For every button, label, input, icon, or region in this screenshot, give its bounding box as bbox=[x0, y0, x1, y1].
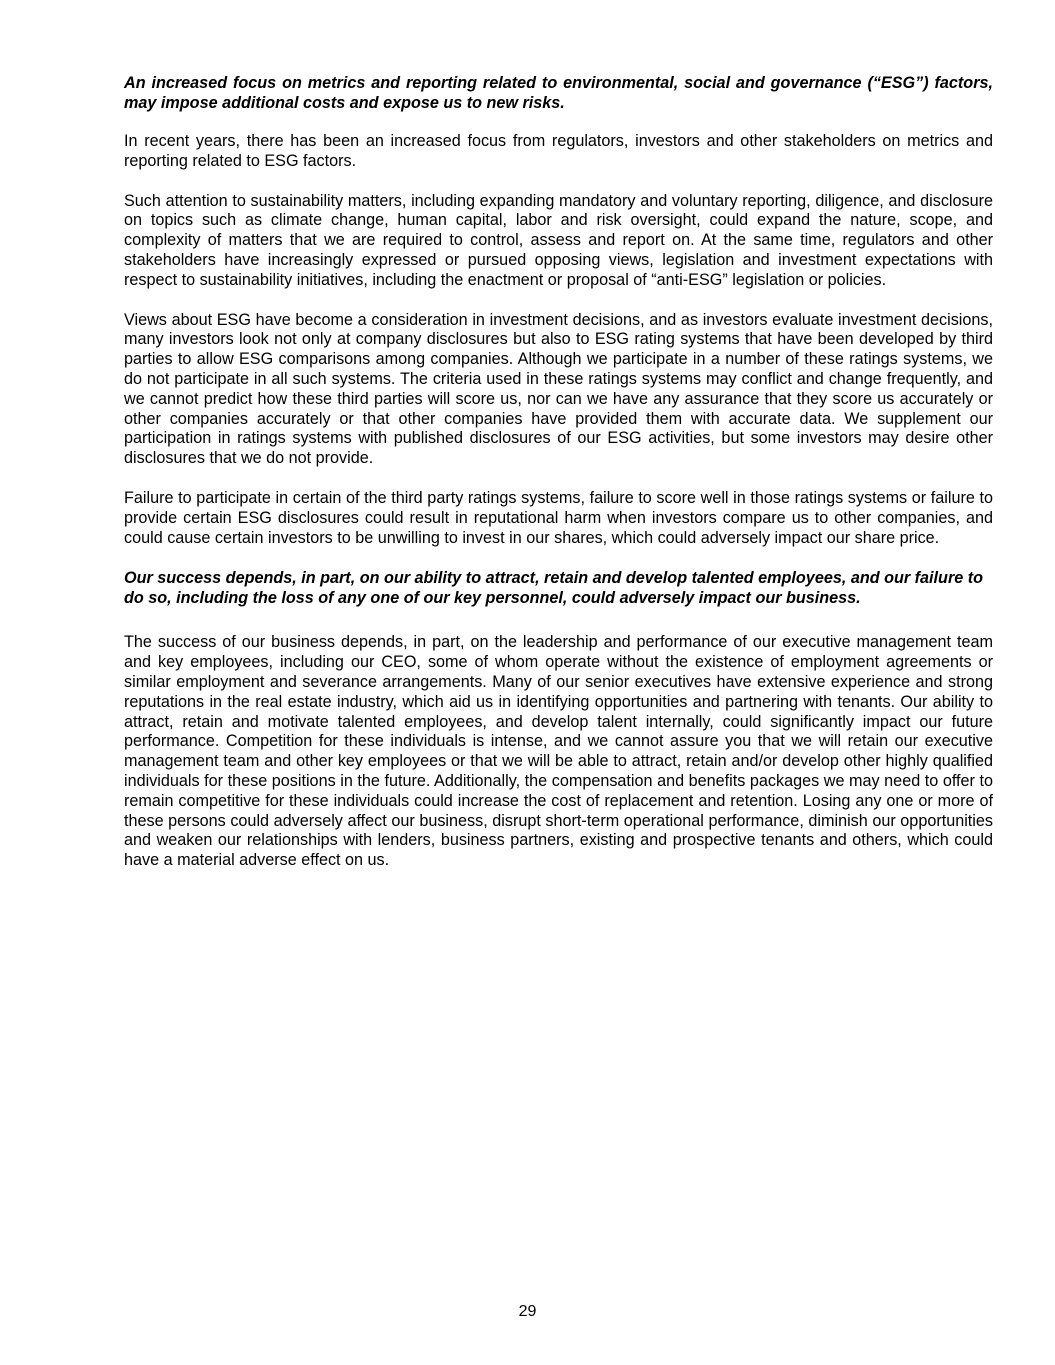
page-number: 29 bbox=[518, 1303, 537, 1320]
risk-factor-heading-talent: Our success depends, in part, on our ability to attract, retain and develop talented employees, and our failure to do so, including the loss of any one of our key personnel, could adversely impact our business. bbox=[124, 569, 984, 608]
talent-paragraph-1: The success of our business depends, in part, on the leadership and performance of our executive management team and key employees, including our CEO, some of whom operate without the existence of employment agreements or similar employment and severance arrangements. Many of our senior executives have extensive experience and strong reputations in the real estate industry, which aid us in identifying opportunities and partnering with tenants. Our ability to attract, retain and motivate talented employees, and develop talent internally, could significantly impact our future performance. Competition for these individuals is intense, and we cannot assure you that we will retain our executive management team and other key employees or that we will be able to attract, retain and/or develop other highly qualified individuals for these positions in the future. Additionally, the compensation and benefits packages we may need to offer to remain competitive for these individuals could increase the cost of replacement and retention. Losing any one or more of these persons could adversely affect our business, disrupt short-term operational performance, diminish our opportunities and weaken our relationships with lenders, business partners, existing and prospective tenants and others, which could have a material adverse effect on us. bbox=[124, 633, 993, 870]
page-content bbox=[124, 73, 993, 891]
risk-factor-heading-esg: An increased focus on metrics and reporting related to environmental, social and governance (“ESG”) factors, may impose additional costs and expose us to new risks. bbox=[124, 74, 993, 112]
esg-paragraph-3: Views about ESG have become a consideration in investment decisions, and as investors evaluate investment decisions, many investors look not only at company disclosures but also to ESG rating systems that have been developed by third parties to allow ESG comparisons among companies. Although we participate in a number of these ratings systems, we do not participate in all such systems. The criteria used in these ratings systems may conflict and change frequently, and we cannot predict how these third parties will score us, nor can we have any assurance that they score us accurately or other companies accurately or that other companies have provided them with accurate data. We supplement our participation in ratings systems with published disclosures of our ESG activities, but some investors may desire other disclosures that we do not provide. bbox=[124, 310, 993, 468]
esg-paragraph-2: Such attention to sustainability matters, including expanding mandatory and voluntary reporting, diligence, and disclosure on topics such as climate change, human capital, labor and risk oversight, could expand the nature, scope, and complexity of matters that we are required to control, assess and report on. At the same time, regulators and other stakeholders have increasingly expressed or pursued opposing views, legislation and investment expectations with respect to sustainability initiatives, including the enactment or proposal of “anti-ESG” legislation or policies. bbox=[124, 191, 993, 289]
esg-paragraph-1: In recent years, there has been an increased focus from regulators, investors and other stakeholders on metrics and reporting related to ESG factors. bbox=[124, 132, 993, 170]
esg-paragraph-4: Failure to participate in certain of the third party ratings systems, failure to score well in those ratings systems or failure to provide certain ESG disclosures could result in reputational harm when investors compare us to other companies, and could cause certain investors to be unwilling to invest in our shares, which could adversely impact our share price. bbox=[124, 488, 993, 547]
